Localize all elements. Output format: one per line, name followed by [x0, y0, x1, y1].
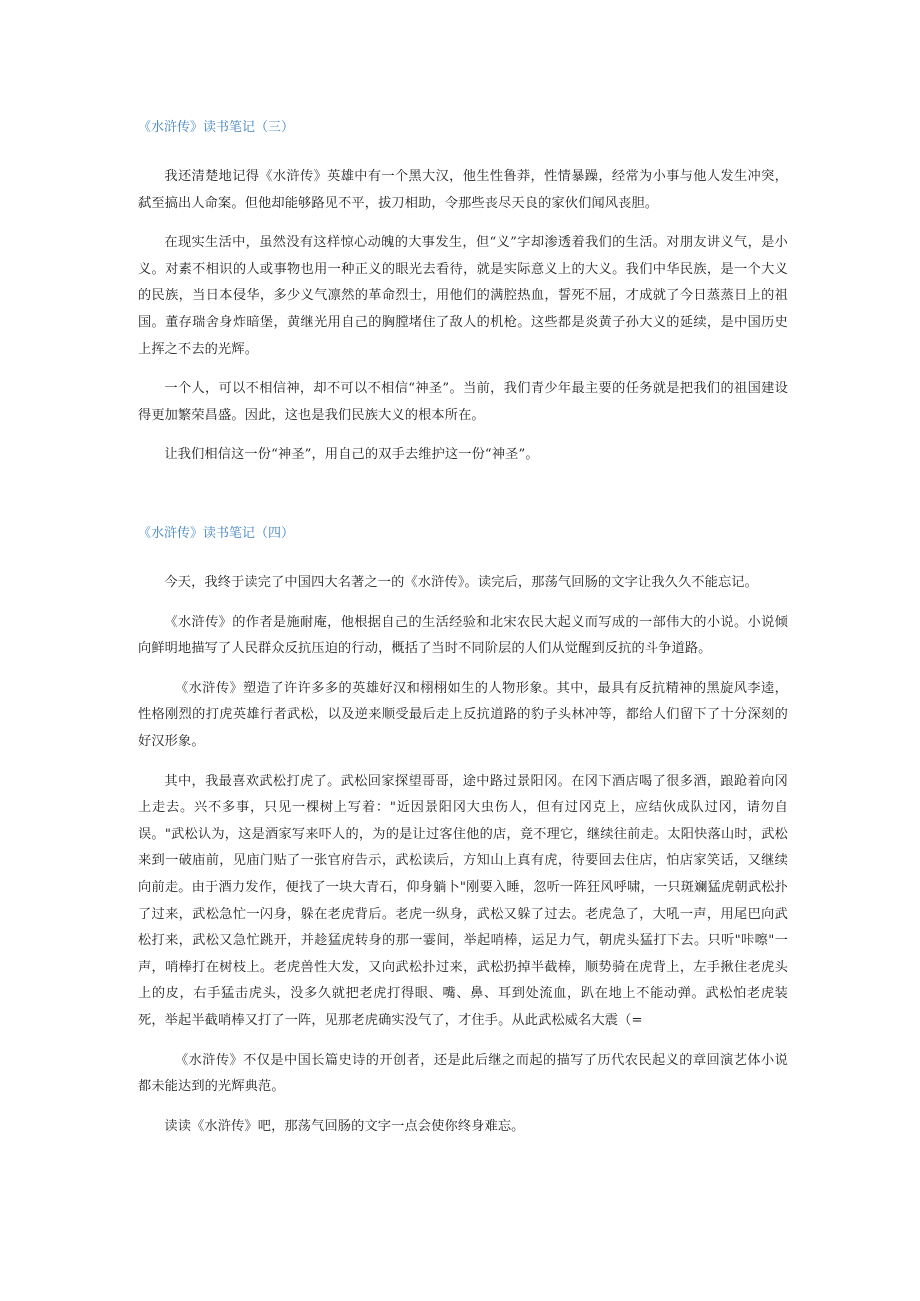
section-heading: 《水浒传》读书笔记（四）: [138, 526, 295, 541]
paragraph: 我还清楚地记得《水浒传》英雄中有一个黑大汉，他生性鲁莽，性情暴躁，经常为小事与他人发生冲突，弑至搞出人命案。但他却能够路见不平，拔刀相助，令那些丧尽天良的家伙们闻风丧胆。: [138, 169, 788, 211]
paragraph: 在现实生活中，虽然没有这样惊心动魄的大事发生，但“义”字却渗透着我们的生活。对朋友讲义气，是小义。对素不相识的人或事物也用一种正义的眼光去看待，就是实际意义上的大义。我们中华民族，是一个大义的民族，当日本侵华，多少义气凛然的革命烈士，用他们的满腔热血，誓死不屈，才成就了今日蒸蒸日上的祖国。董存瑞舍身炸暗堡，黄继光用自己的胸膛堵住了敌人的机枪。这些都是炎黄子孙大义的延续，是中国历史上挥之不去的光辉。: [138, 235, 788, 357]
paragraph: 《水浒传》塑造了许许多多的英雄好汉和栩栩如生的人物形象。其中，最具有反抗精神的黑旋风李逵，性格刚烈的打虎英雄行者武松，以及逆来顺受最后走上反抗道路的豹子头林冲等，都给人们留下了十分深刻的好汉形象。: [138, 680, 788, 749]
paragraph: 今天，我终于读完了中国四大名著之一的《水浒传》。读完后，那荡气回肠的文字让我久久不能忘记。: [164, 575, 758, 590]
reading-notes-section-4: [138, 524, 788, 1140]
paragraph: 《水浒传》不仅是中国长篇史诗的开创者，还是此后继之而起的描写了历代农民起义的章回演艺体小说都未能达到的光辉典范。: [138, 1052, 788, 1095]
paragraph: 一个人，可以不相信神，却不可以不相信“神圣”。当前，我们青少年最主要的任务就是把我们的祖国建设得更加繁荣昌盛。因此，这也是我们民族大义的根本所在。: [138, 381, 788, 423]
paragraph: 让我们相信这一份“神圣”，用自己的双手去维护这一份“神圣”。: [164, 447, 539, 463]
paragraph: 读读《水浒传》吧，那荡气回肠的文字一点会使你终身难忘。: [164, 1118, 525, 1134]
paragraph: 其中，我最喜欢武松打虎了。武松回家探望哥哥，途中路过景阳冈。在冈下酒店喝了很多酒，踉跄着向冈上走去。兴不多事，只见一棵树上写着："近因景阳冈大虫伤人，但有过冈克上，应结伙成队过冈，请勿自误。"武松认为，这是酒家写来吓人的，为的是让过客住他的店，竟不理它，继续往前走。太阳快落山时，武松来到一破庙前，见庙门贴了一张官府告示，武松读后，方知山上真有虎，待要回去住店，怕店家笑话，又继续向前走。由于酒力发作，便找了一块大青石，仰身躺卜"刚要入睡，忽听一阵狂风呼啸，一只斑斓猛虎朝武松扑了过来，武松急忙一闪身，躲在老虎背后。老虎一纵身，武松又躲了过去。老虎急了，大吼一声，用尾巴向武松打来，武松又急忙跳开，并趁猛虎转身的那一霎间，举起哨棒，运足力气，朝虎头猛打下去。只听"咔嚓"一声，哨棒打在树枝上。老虎兽性大发，又向武松扑过来，武松扔掉半截棒，顺势骑在虎背上，左手揪住老虎头上的皮，右手猛击虎头，没多久就把老虎打得眼、嘴、鼻、耳到处流血，趴在地上不能动弹。武松怕老虎装死，举起半截哨棒又打了一阵，见那老虎确实没气了，才住手。从此武松威名大震（=: [138, 773, 788, 1028]
section-heading: 《水浒传》读书笔记（三）: [138, 120, 295, 135]
reading-notes-section-3: [138, 118, 788, 469]
paragraph: 《水浒传》的作者是施耐庵，他根据自己的生活经验和北宋农民大起义而写成的一部伟大的小说。小说倾向鲜明地描写了人民群众反抗压迫的行动，概括了当时不同阶层的人们从觉醒到反抗的斗争道路。: [138, 614, 788, 657]
